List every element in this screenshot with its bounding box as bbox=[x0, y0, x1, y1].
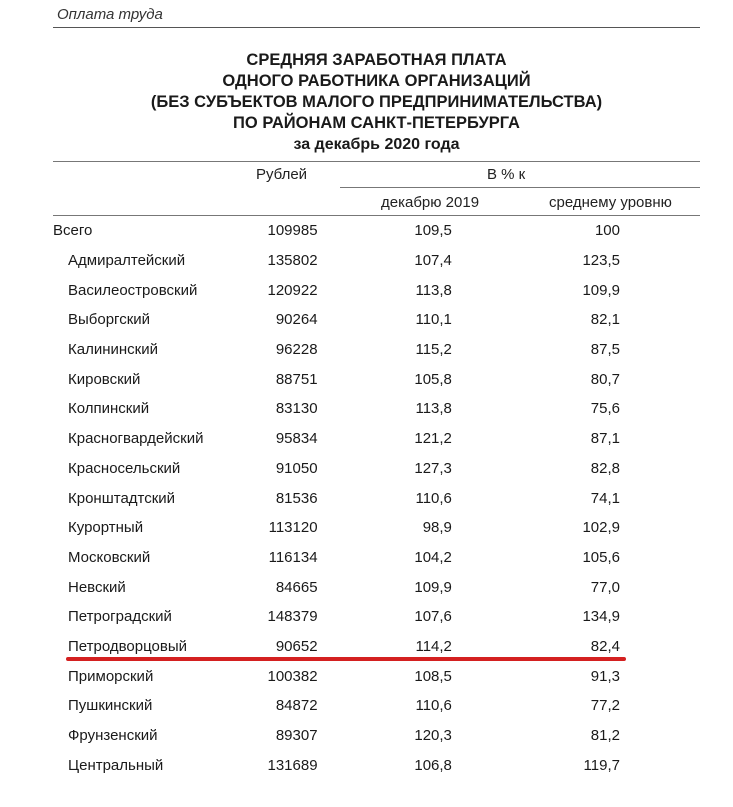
cell-spacer bbox=[620, 275, 700, 305]
salary-rubles: 109985 bbox=[267, 222, 318, 240]
cell-spacer bbox=[620, 513, 700, 543]
table-row bbox=[53, 691, 700, 721]
cell-spacer bbox=[620, 602, 700, 632]
salary-rubles: 90264 bbox=[275, 311, 318, 329]
table-row bbox=[53, 661, 700, 691]
percent-avg: 100 bbox=[594, 222, 620, 240]
header-top-rule bbox=[53, 161, 700, 162]
cell-spacer bbox=[620, 364, 700, 394]
district-name: Петроградский bbox=[68, 608, 172, 626]
district-name: Кронштадтский bbox=[68, 489, 176, 507]
cell-spacer bbox=[620, 454, 700, 484]
title-line-2: ОДНОГО РАБОТНИКА ОРГАНИЗАЦИЙ bbox=[222, 72, 531, 90]
percent-avg: 123,5 bbox=[582, 252, 620, 270]
district-name: Центральный bbox=[68, 756, 164, 774]
district-name: Всего bbox=[53, 222, 93, 240]
table-row bbox=[53, 275, 700, 305]
cell-spacer bbox=[620, 305, 700, 335]
district-name: Фрунзенский bbox=[68, 727, 158, 745]
table-row bbox=[53, 572, 700, 602]
percent-dec2019: 109,5 bbox=[414, 222, 452, 240]
header-avg: среднему уровню bbox=[549, 194, 672, 211]
percent-avg: 82,1 bbox=[590, 311, 620, 329]
salary-rubles: 100382 bbox=[267, 667, 318, 685]
percent-avg: 87,5 bbox=[590, 341, 620, 359]
district-name: Адмиралтейский bbox=[68, 252, 186, 270]
cell-spacer bbox=[620, 632, 700, 662]
percent-avg: 91,3 bbox=[590, 667, 620, 685]
percent-avg: 119,7 bbox=[583, 756, 620, 774]
salary-table bbox=[53, 216, 700, 780]
salary-rubles: 131689 bbox=[267, 756, 318, 774]
salary-rubles: 81536 bbox=[275, 489, 318, 507]
salary-rubles: 84872 bbox=[275, 697, 318, 715]
report-title bbox=[53, 50, 700, 155]
salary-rubles: 90652 bbox=[275, 637, 318, 655]
percent-dec2019: 109,9 bbox=[414, 578, 452, 596]
percent-avg: 81,2 bbox=[590, 727, 620, 745]
district-name: Выборгский bbox=[68, 311, 151, 329]
cell-spacer bbox=[620, 335, 700, 365]
table-row bbox=[53, 543, 700, 573]
table-row bbox=[53, 305, 700, 335]
table-row bbox=[53, 483, 700, 513]
district-name: Пушкинский bbox=[68, 697, 153, 715]
top-divider bbox=[53, 27, 700, 28]
percent-avg: 80,7 bbox=[590, 370, 620, 388]
cell-spacer bbox=[620, 721, 700, 751]
title-line-4: ПО РАЙОНАМ САНКТ-ПЕТЕРБУРГА bbox=[233, 114, 520, 132]
percent-dec2019: 110,1 bbox=[415, 311, 452, 329]
percent-dec2019: 120,3 bbox=[414, 727, 452, 745]
cell-spacer bbox=[620, 246, 700, 276]
salary-rubles: 91050 bbox=[275, 459, 318, 477]
district-name: Василеостровский bbox=[68, 281, 198, 299]
highlight-underline bbox=[66, 657, 626, 661]
percent-avg: 82,8 bbox=[590, 459, 620, 477]
cell-spacer bbox=[620, 424, 700, 454]
salary-rubles: 84665 bbox=[275, 578, 318, 596]
table-row bbox=[53, 364, 700, 394]
table-row bbox=[53, 602, 700, 632]
header-mid-rule bbox=[340, 187, 700, 188]
title-line-3: (БЕЗ СУБЪЕКТОВ МАЛОГО ПРЕДПРИНИМАТЕЛЬСТВА) bbox=[150, 93, 603, 111]
percent-avg: 82,4 bbox=[590, 637, 620, 655]
salary-rubles: 95834 bbox=[275, 430, 318, 448]
percent-dec2019: 121,2 bbox=[414, 430, 452, 448]
salary-rubles: 135802 bbox=[267, 252, 318, 270]
percent-dec2019: 113,8 bbox=[415, 281, 452, 299]
cell-spacer bbox=[620, 216, 700, 246]
salary-rubles: 113120 bbox=[268, 519, 318, 537]
percent-avg: 77,2 bbox=[590, 697, 620, 715]
percent-dec2019: 113,8 bbox=[415, 400, 452, 418]
cell-spacer bbox=[620, 483, 700, 513]
salary-rubles: 83130 bbox=[275, 400, 318, 418]
district-name: Красногвардейский bbox=[68, 430, 204, 448]
percent-avg: 102,9 bbox=[582, 519, 620, 537]
percent-avg: 77,0 bbox=[590, 578, 620, 596]
percent-avg: 75,6 bbox=[590, 400, 620, 418]
table-row bbox=[53, 394, 700, 424]
percent-avg: 105,6 bbox=[582, 548, 620, 566]
header-rubles: Рублей bbox=[256, 166, 308, 183]
cell-spacer bbox=[620, 572, 700, 602]
salary-rubles: 88751 bbox=[275, 370, 318, 388]
cell-spacer bbox=[620, 543, 700, 573]
salary-rubles: 89307 bbox=[275, 727, 318, 745]
percent-dec2019: 114,2 bbox=[415, 637, 452, 655]
percent-avg: 134,9 bbox=[582, 608, 620, 626]
salary-rubles: 148379 bbox=[267, 608, 318, 626]
percent-avg: 87,1 bbox=[590, 430, 620, 448]
cell-spacer bbox=[620, 750, 700, 780]
percent-dec2019: 107,6 bbox=[414, 608, 452, 626]
percent-dec2019: 107,4 bbox=[414, 252, 452, 270]
percent-dec2019: 110,6 bbox=[415, 697, 452, 715]
title-period: за декабрь 2020 года bbox=[293, 136, 460, 153]
percent-dec2019: 105,8 bbox=[414, 370, 452, 388]
table-row bbox=[53, 216, 700, 246]
title-line-1: СРЕДНЯЯ ЗАРАБОТНАЯ ПЛАТА bbox=[246, 51, 507, 69]
district-name: Колпинский bbox=[68, 400, 150, 418]
district-name: Красносельский bbox=[68, 459, 181, 477]
cell-spacer bbox=[620, 394, 700, 424]
table-row bbox=[53, 246, 700, 276]
cell-spacer bbox=[620, 691, 700, 721]
table-row bbox=[53, 335, 700, 365]
district-name: Курортный bbox=[68, 519, 144, 537]
percent-avg: 109,9 bbox=[582, 281, 620, 299]
salary-rubles: 120922 bbox=[267, 281, 318, 299]
district-name: Приморский bbox=[68, 667, 154, 685]
table-row bbox=[53, 513, 700, 543]
percent-dec2019: 106,8 bbox=[414, 756, 452, 774]
table-row bbox=[53, 721, 700, 751]
cell-spacer bbox=[620, 661, 700, 691]
section-label: Оплата труда bbox=[57, 6, 163, 23]
header-percent: В % к bbox=[487, 166, 526, 183]
district-name: Невский bbox=[68, 578, 126, 596]
percent-dec2019: 110,6 bbox=[415, 489, 452, 507]
header-dec2019: декабрю 2019 bbox=[381, 194, 480, 211]
table-row bbox=[53, 424, 700, 454]
percent-dec2019: 98,9 bbox=[422, 519, 452, 537]
percent-dec2019: 115,2 bbox=[415, 341, 452, 359]
salary-rubles: 116134 bbox=[268, 548, 318, 566]
percent-dec2019: 104,2 bbox=[414, 548, 452, 566]
district-name: Кировский bbox=[68, 370, 141, 388]
table-row bbox=[53, 750, 700, 780]
district-name: Московский bbox=[68, 548, 151, 566]
percent-dec2019: 127,3 bbox=[414, 459, 452, 477]
percent-avg: 74,1 bbox=[590, 489, 620, 507]
district-name: Калининский bbox=[68, 341, 158, 359]
table-row bbox=[53, 454, 700, 484]
district-name: Петродворцовый bbox=[68, 637, 187, 655]
percent-dec2019: 108,5 bbox=[414, 667, 452, 685]
salary-rubles: 96228 bbox=[275, 341, 318, 359]
